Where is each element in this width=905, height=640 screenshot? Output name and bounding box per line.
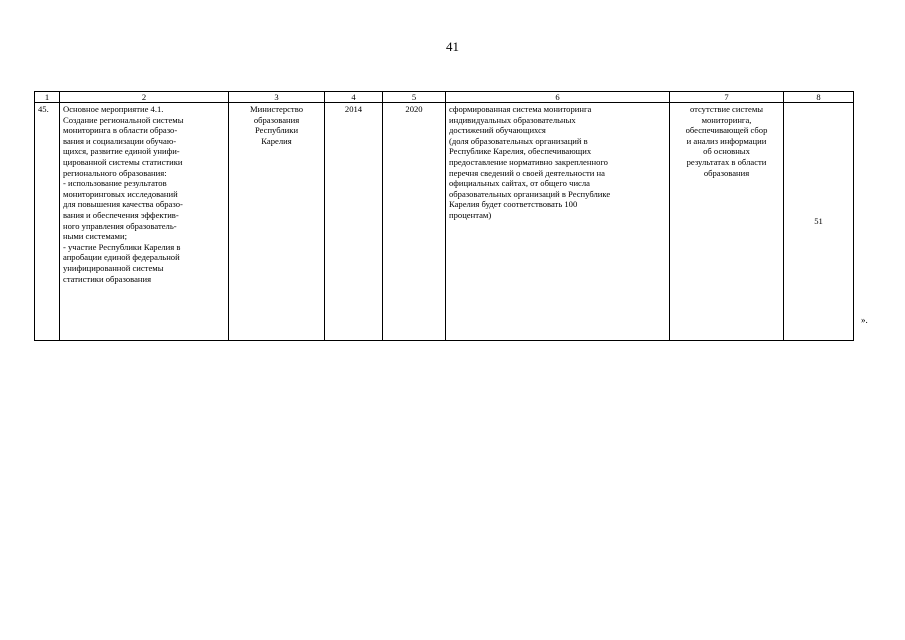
measure-line: - использование результатов [63, 178, 167, 189]
result-line: сформированная система мониторинга [449, 104, 592, 114]
result-line: индивидуальных образовательных [449, 114, 576, 125]
indicator-cell [784, 103, 854, 341]
measure-line: - участие Республики Карелия в [63, 241, 181, 252]
page-number: 41 [446, 39, 459, 54]
table-row [35, 103, 854, 341]
header-col-5: 5 [383, 92, 446, 103]
result-line: образовательных организаций в Республике [449, 188, 611, 199]
closing-quote-mark: ». [861, 315, 868, 325]
consequence-line: мониторинга, [701, 114, 752, 125]
executor-line: образования [253, 114, 300, 125]
header-col-3: 3 [229, 92, 325, 103]
measure-line: унифицированной системы [63, 262, 164, 273]
header-col-1: 1 [35, 92, 60, 103]
consequence-line: обеспечивающей сбор [685, 125, 768, 136]
consequence-line: об основных [703, 146, 750, 157]
header-col-7: 7 [670, 92, 784, 103]
measure-line: регионального образования: [63, 167, 167, 178]
header-col-2: 2 [60, 92, 229, 103]
consequence-line: отсутствие системы [689, 104, 764, 114]
measure-line: мониторинга в области образо- [63, 125, 178, 136]
measure-line: щихся, развитие единой унифи- [63, 146, 180, 157]
result-line: (доля образовательных организаций в [449, 135, 588, 146]
result-line: процентам) [449, 209, 492, 220]
measure-line: ными системами; [63, 231, 127, 242]
result-line: Республике Карелия, обеспечивающих [449, 146, 592, 157]
measure-line: ного управления образователь- [63, 220, 177, 231]
executor-line: Министерство [250, 104, 303, 114]
measure-line: апробации единой федеральной [63, 252, 180, 263]
executor-line: Карелия [261, 135, 292, 146]
result-line: предоставление нормативно закрепленного [449, 156, 608, 167]
result-cell [446, 103, 670, 341]
measures-table [34, 91, 854, 341]
consequence-cell [670, 103, 784, 341]
measure-line: статистики образования [63, 273, 152, 284]
consequence-line: результатах в области [686, 156, 767, 167]
result-line: официальных сайтах, от общего числа [449, 178, 590, 189]
result-line: перечня сведений о своей деятельности на [449, 167, 605, 178]
measure-line: мониторинговых исследований [63, 188, 178, 199]
header-col-6: 6 [446, 92, 670, 103]
start-year-cell: 2014 [325, 103, 383, 341]
executor-line: Республики [254, 125, 299, 136]
indicator-value: 51 [814, 215, 823, 226]
measure-cell [60, 103, 229, 341]
measure-line: для повышения качества образо- [63, 199, 183, 210]
measure-line: цированной системы статистики [63, 156, 183, 167]
measure-line: Создание региональной системы [63, 114, 184, 125]
consequence-line: и анализ информации [686, 135, 767, 146]
result-line: достижений обучающихся [449, 125, 546, 136]
end-year-cell: 2020 [383, 103, 446, 341]
table-header-row [35, 92, 854, 103]
result-line: Карелия будет соответствовать 100 [449, 199, 578, 210]
measure-line: Основное мероприятие 4.1. [63, 104, 164, 114]
executor-cell [229, 103, 325, 341]
consequence-line: образования [703, 167, 750, 178]
measure-line: вания и социализации обучаю- [63, 135, 177, 146]
header-col-8: 8 [784, 92, 854, 103]
row-number-cell: 45. [35, 103, 60, 341]
header-col-4: 4 [325, 92, 383, 103]
measure-line: вания и обеспечения эффектив- [63, 209, 179, 220]
